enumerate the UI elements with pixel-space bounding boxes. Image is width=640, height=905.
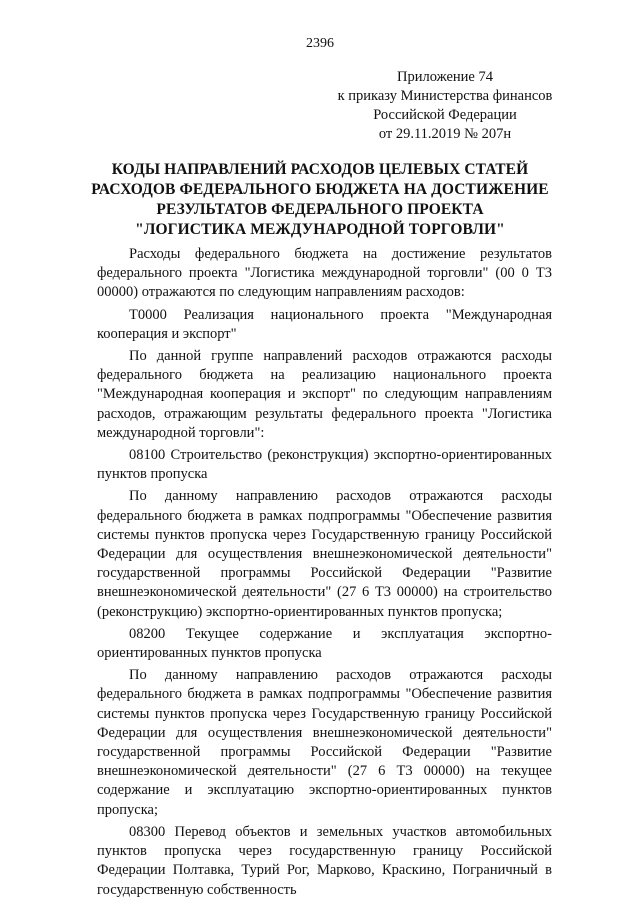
paragraph: 08300 Перевод объектов и земельных участков автомобильных пунктов пропуска через государственную границу Российской Федерации Полтавка, Турий Рог, Марково, Краскино, Пограничный в государственную собственность (97, 823, 552, 898)
paragraph: По данному направлению расходов отражаются расходы федерального бюджета в рамках подпрограммы "Обеспечение развития системы пунктов пропуска через Государственную границу Российской Федерации для осуществления внешнеэкономической деятельности" государственной программы Российской Федерации "Развитие внешнеэкономической деятельности" (27 6 Т3 00000) на строительство (реконструкцию) экспортно-ориентированных пунктов пропуска; (97, 488, 552, 620)
paragraph: Т0000 Реализация национального проекта "Международная кооперация и экспорт" (97, 306, 552, 342)
appendix-line: от 29.11.2019 № 207н (378, 126, 512, 142)
title-line: "ЛОГИСТИКА МЕЖДУНАРОДНОЙ ТОРГОВЛИ" (135, 221, 505, 238)
paragraph: Расходы федерального бюджета на достижение результатов федерального проекта "Логистика международной торговли" (00 0 Т3 00000) отражаются по следующим направлениям расходов: (97, 246, 552, 301)
title-line: РЕЗУЛЬТАТОВ ФЕДЕРАЛЬНОГО ПРОЕКТА (156, 201, 484, 218)
title-line: КОДЫ НАПРАВЛЕНИЙ РАСХОДОВ ЦЕЛЕВЫХ СТАТЕЙ (111, 161, 529, 178)
page-number: 2396 (306, 36, 334, 51)
appendix-header (330, 68, 560, 144)
appendix-line: Приложение 74 (397, 69, 493, 85)
paragraph: 08200 Текущее содержание и эксплуатация экспортно-ориентированных пунктов пропуска (97, 625, 552, 662)
document-title (90, 160, 550, 240)
appendix-line: к приказу Министерства финансов (337, 88, 553, 104)
appendix-line: Российской Федерации (373, 107, 517, 123)
paragraph: По данной группе направлений расходов отражаются расходы федерального бюджета на реализацию национального проекта "Международная кооперация и экспорт" по следующим направлениям расходов, отражающим результаты федерального проекта "Логистика международной торговли": (97, 348, 552, 441)
paragraph: По данному направлению расходов отражаются расходы федерального бюджета в рамках подпрограммы "Обеспечение развития системы пунктов пропуска через Государственную границу Российской Федерации для осуществления внешнеэкономической деятельности" государственной программы Российской Федерации "Развитие внешнеэкономической деятельности" (27 6 Т3 00000) на текущее содержание и эксплуатацию экспортно-ориентированных пунктов пропуска; (97, 667, 552, 818)
paragraph: 08100 Строительство (реконструкция) экспортно-ориентированных пунктов пропуска (97, 447, 552, 483)
title-line: РАСХОДОВ ФЕДЕРАЛЬНОГО БЮДЖЕТА НА ДОСТИЖЕНИЕ (91, 181, 549, 198)
document-body (97, 245, 552, 903)
